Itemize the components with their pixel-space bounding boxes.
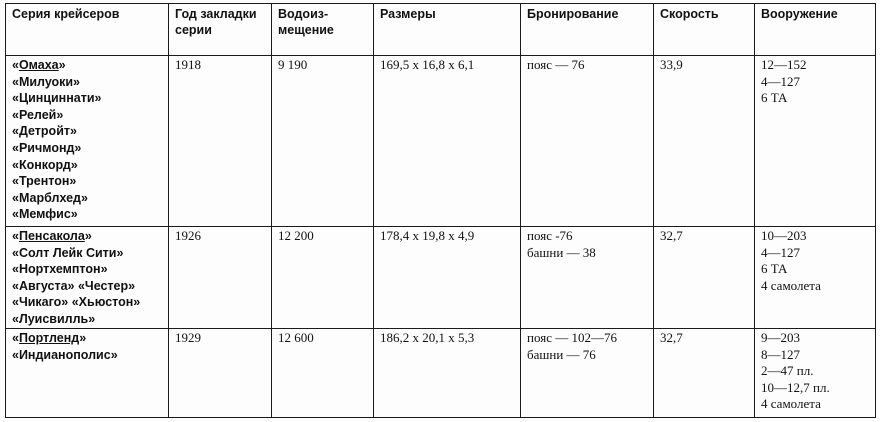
lead-ship-underlined: Омаха	[18, 58, 59, 72]
dimensions-cell: 178,4 х 19,8 х 4,9	[374, 227, 521, 329]
ship-name: «Цинциннати»	[12, 91, 102, 106]
ship-name-lead: «Портленд»	[12, 331, 87, 345]
ship-name: «Мемфис»	[12, 207, 78, 222]
table-row	[6, 329, 876, 418]
header-speed: Скорость	[654, 4, 755, 56]
header-dimensions: Размеры	[374, 4, 521, 56]
armor-cell	[521, 227, 654, 329]
header-armament: Вооружение	[755, 4, 876, 56]
armament-line: 9—203	[761, 330, 800, 345]
ship-name: «Индианополис»	[12, 347, 118, 362]
ship-name-lead: «Пенсакола»	[12, 229, 92, 243]
lead-ship-underlined: Пенсакола	[18, 229, 85, 243]
dimensions-cell: 169,5 х 16,8 х 6,1	[374, 56, 521, 227]
armament-line: 4—127	[761, 73, 800, 89]
year-cell: 1926	[169, 227, 272, 329]
speed-cell: 32,7	[654, 227, 755, 329]
ship-name: «Августа» «Честер»	[12, 278, 136, 293]
year-cell: 1918	[169, 56, 272, 227]
dimensions-cell: 186,2 х 20,1 х 5,3	[374, 329, 521, 418]
displacement-cell: 12 600	[272, 329, 374, 418]
ship-name: «Ричмонд»	[12, 140, 82, 155]
ship-name: «Марблхед»	[12, 190, 88, 205]
displacement-cell: 9 190	[272, 56, 374, 227]
ship-name: «Милуоки»	[12, 74, 80, 89]
armament-line: 4—127	[761, 244, 800, 260]
armor-line: пояс — 76	[527, 57, 585, 72]
ships-cell	[6, 56, 169, 227]
ship-name: «Нортхемптон»	[12, 262, 108, 277]
header-armor: Бронирование	[521, 4, 654, 56]
cruiser-series-table	[5, 3, 876, 418]
ship-name: «Луисвилль»	[12, 311, 96, 326]
ship-name: «Солт Лейк Сити»	[12, 245, 124, 260]
header-displacement: Водоиз-мещение	[272, 4, 374, 56]
ship-name: «Чикаго» «Хьюстон»	[12, 295, 141, 310]
armament-line: 10—203	[761, 228, 807, 243]
ships-cell	[6, 227, 169, 329]
table-row	[6, 227, 876, 329]
ship-name: «Трентон»	[12, 174, 77, 189]
armament-line: 8—127	[761, 346, 800, 362]
armor-line: башни — 38	[527, 244, 596, 260]
ship-name: «Детройт»	[12, 124, 77, 139]
armor-line: пояс -76	[527, 228, 573, 243]
armament-line: 6 ТА	[761, 261, 788, 277]
ship-name: «Релей»	[12, 107, 64, 122]
speed-cell: 32,7	[654, 329, 755, 418]
ship-name-lead: «Омаха»	[12, 58, 66, 72]
lead-ship-underlined: Портленд	[18, 331, 80, 345]
armament-cell	[755, 227, 876, 329]
speed-cell: 33,9	[654, 56, 755, 227]
armament-line: 12—152	[761, 57, 807, 72]
armament-line: 10—12,7 пл.	[761, 379, 830, 395]
armament-cell	[755, 56, 876, 227]
ship-name: «Конкорд»	[12, 157, 78, 172]
header-series: Серия крейсеров	[6, 4, 169, 56]
armament-cell	[755, 329, 876, 418]
armor-cell	[521, 56, 654, 227]
armor-cell	[521, 329, 654, 418]
ships-cell	[6, 329, 169, 418]
armor-line: башни — 76	[527, 346, 596, 362]
header-year: Год закладки серии	[169, 4, 272, 56]
armament-line: 4 самолета	[761, 396, 821, 412]
table-header-row	[6, 4, 876, 56]
table-row	[6, 56, 876, 227]
year-cell: 1929	[169, 329, 272, 418]
armament-line: 2—47 пл.	[761, 363, 814, 379]
armament-line: 4 самолета	[761, 277, 821, 293]
armament-line: 6 ТА	[761, 90, 788, 106]
displacement-cell: 12 200	[272, 227, 374, 329]
armor-line: пояс — 102—76	[527, 330, 617, 345]
